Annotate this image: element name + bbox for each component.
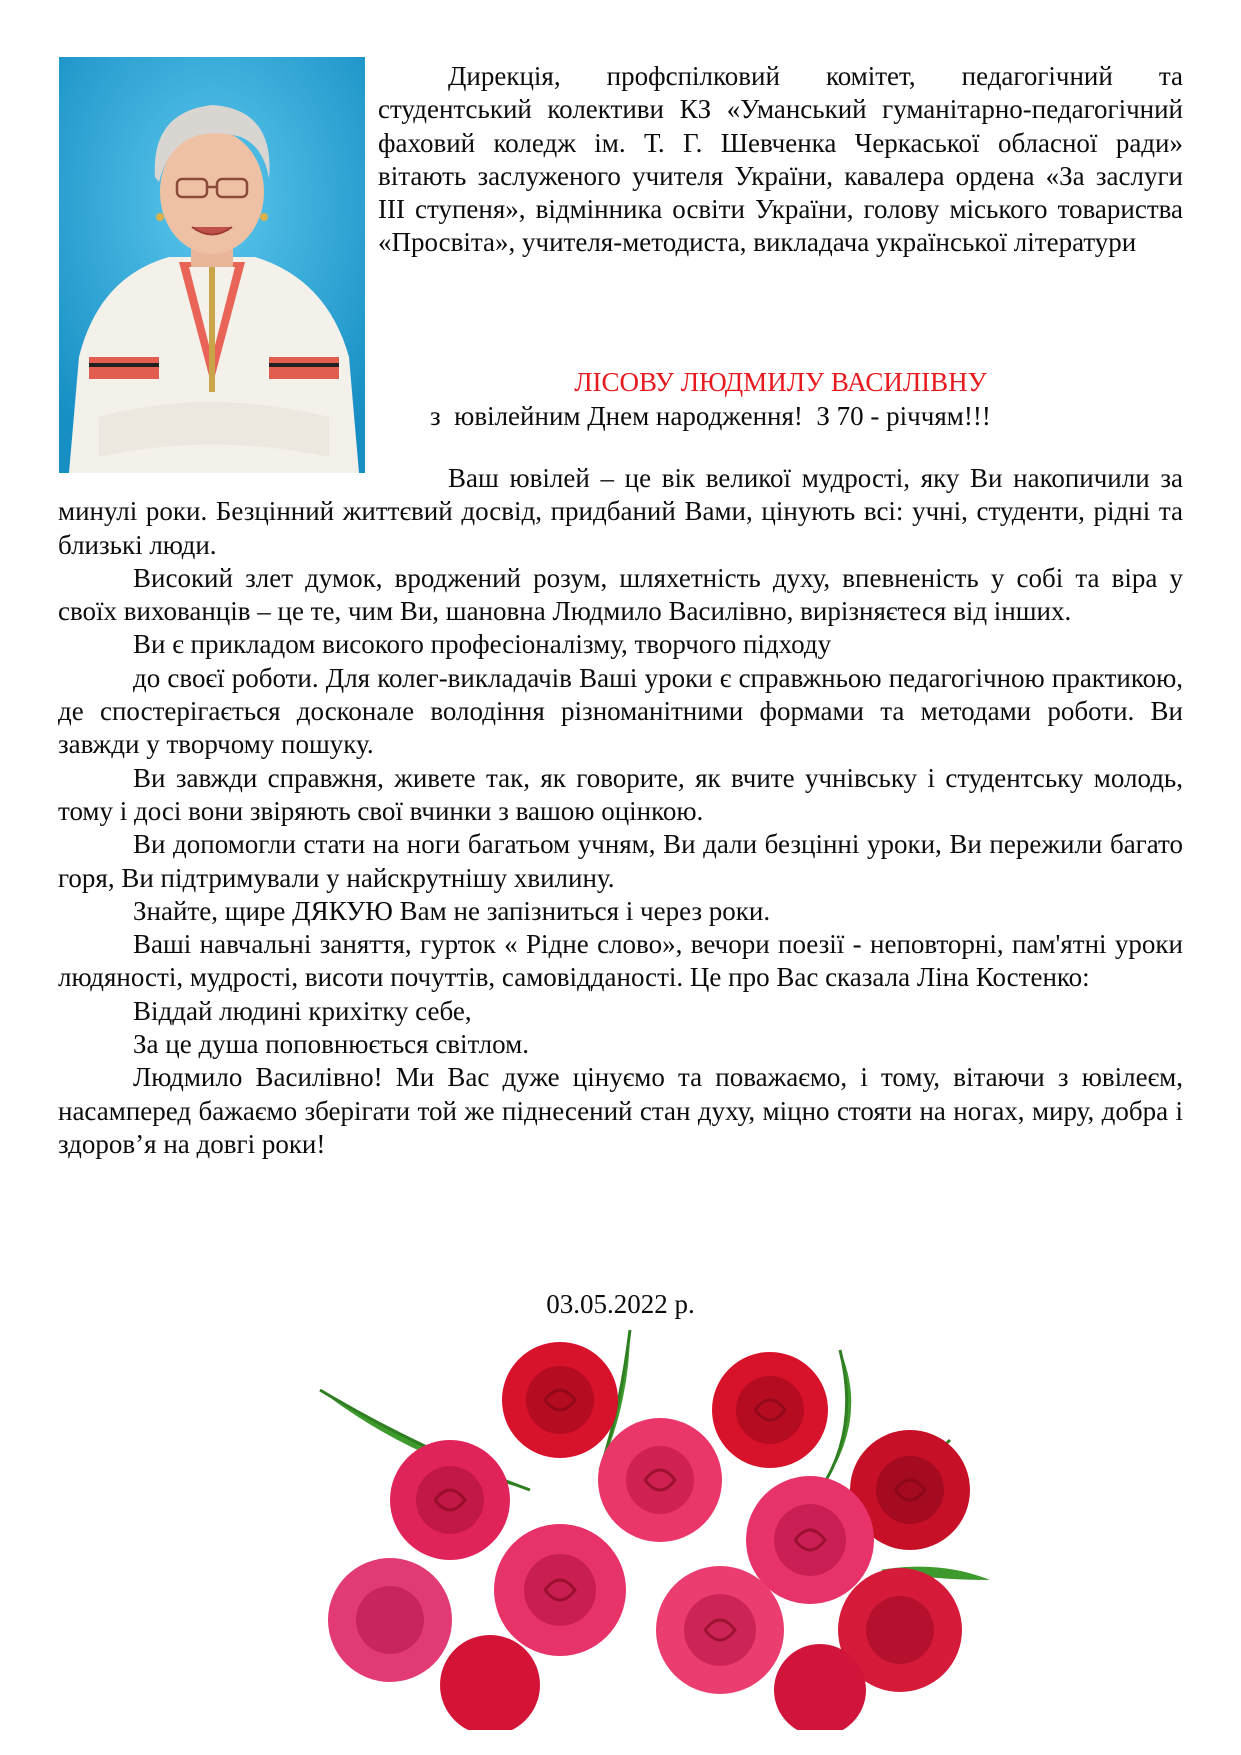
birthday-greeting: з ювілейним Днем народження! З 70 - річчям!!! xyxy=(430,401,991,431)
body-paragraph: до своєї роботи. Для колег-викладачів Ваші уроки є справжньою педагогічною практикою, де спостерігається досконале володіння різноманітними формами та методами роботи. Ви завжди у творчому пошуку. xyxy=(58,662,1183,760)
honoree-name: ЛІСОВУ ЛЮДМИЛУ ВАСИЛІВНУ xyxy=(574,367,987,397)
body-paragraph: Ваші навчальні заняття, гурток « Рідне слово», вечори поезії - неповторні, пам'ятні уроки людяності, мудрості, висоти почуттів, самовідданості. Це про Вас сказала Ліна Костенко: xyxy=(58,929,1183,993)
poem-line: Віддай людині крихітку себе, xyxy=(133,995,472,1026)
body-paragraph: Людмило Василівно! Ми Вас дуже цінуємо та поважаємо, і тому, вітаючи з ювілеєм, насамперед бажаємо зберігати той же піднесений стан духу, міцно стояти на ногах, миру, добра і здоров’я на довгі роки! xyxy=(58,1062,1183,1159)
roses-illustration xyxy=(300,1330,1020,1730)
body-paragraph: Ви є прикладом високого професіоналізму, творчого підходу xyxy=(133,629,832,660)
intro-paragraph: Дирекція, профспілковий комітет, педагогічний та студентський колективи КЗ «Уманський гуманітарно-педагогічний фаховий коледж ім. Т. Г. Шевченка Черкаської обласної ради» вітають заслуженого учителя України, кавалера ордена «За заслуги ІІІ ступеня», відмінника освіти України, голову міського товариства «Просвіта», учителя-методиста, викладача української літератури xyxy=(378,61,1183,258)
portrait-illustration xyxy=(59,57,365,473)
body-paragraph: Ви завжди справжня, живете так, як говорите, як вчите учнівську і студентську молодь, тому і досі вони звіряють свої вчинки з вашою оцінкою. xyxy=(58,762,1183,826)
body-paragraph: Високий злет думок, вроджений розум, шляхетність духу, впевненість у собі та віра у своїх вихованців – це те, чим Ви, шановна Людмило Василівно, вирізняєтеся від інших. xyxy=(58,562,1183,627)
congratulation-body xyxy=(58,462,1183,1161)
document-date: 03.05.2022 р. xyxy=(546,1289,695,1319)
intro-text-block xyxy=(378,60,1183,260)
portrait-photo xyxy=(59,57,365,473)
roses-bouquet xyxy=(300,1330,1020,1730)
poem-line: За це душа поповнюється світлом. xyxy=(133,1029,529,1060)
body-paragraph: Ваш ювілей – це вік великої мудрості, яку Ви накопичили за минулі роки. Безцінний життєвий досвід, придбаний Вами, цінують всі: учні, студенти, рідні та близькі люди. xyxy=(58,463,1183,560)
body-paragraph: Знайте, щире ДЯКУЮ Вам не запізниться і через роки. xyxy=(133,895,771,926)
body-paragraph: Ви допомогли стати на ноги багатьом учням, Ви дали безцінні уроки, Ви пережили багато горя, Ви підтримували у найскрутнішу хвилину. xyxy=(58,829,1183,893)
